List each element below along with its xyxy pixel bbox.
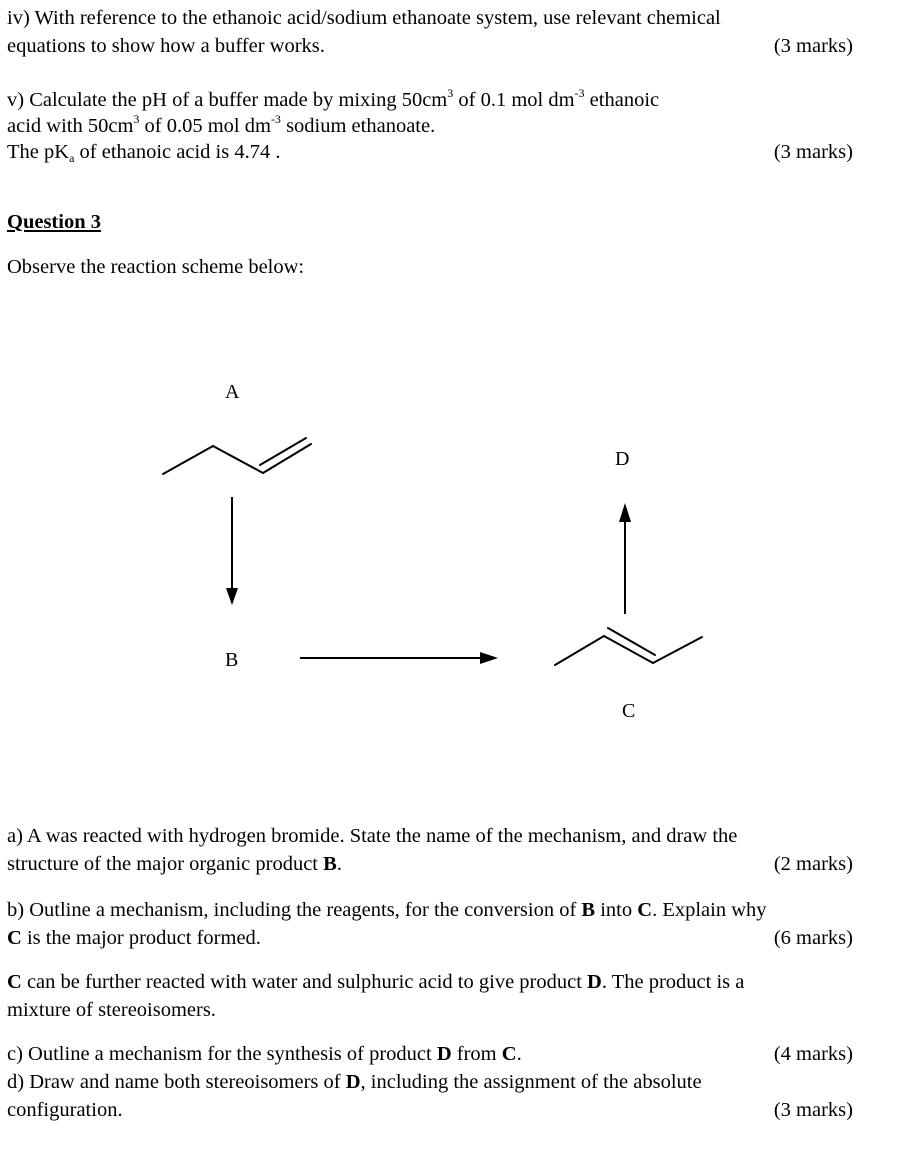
q-v-l2-a: acid with 50cm	[7, 115, 134, 137]
label-c: C	[622, 700, 636, 722]
molecule-a	[163, 438, 311, 474]
part-b-line1	[7, 896, 767, 924]
question3-heading: Question 3	[7, 211, 101, 233]
statement-line2: mixture of stereoisomers.	[7, 999, 216, 1021]
part-c-b2: C	[501, 1043, 517, 1065]
label-d: D	[615, 448, 630, 470]
part-b-l2-post: is the major product formed.	[21, 927, 261, 949]
q-iv-line2: equations to show how a buffer works.	[7, 35, 325, 57]
q-v-l3-a: The pK	[7, 141, 70, 163]
label-b: B	[225, 649, 239, 671]
part-c-post: .	[516, 1043, 522, 1065]
q-v-l1-sup2: -3	[574, 86, 585, 100]
q-v-marks: (3 marks)	[773, 141, 853, 163]
part-b-marks: (6 marks)	[773, 927, 853, 949]
statement-l1-bold2: D	[587, 971, 602, 993]
reaction-scheme	[0, 360, 901, 700]
part-b-l1-mid: into	[595, 899, 638, 921]
q-v-l2-b: of 0.05 mol dm	[139, 115, 271, 137]
arrow-c-to-d	[619, 503, 631, 614]
statement-l1-bold1: C	[7, 971, 22, 993]
q-iv-line1: iv) With reference to the ethanoic acid/sodium ethanoate system, use relevant chemical	[7, 7, 721, 29]
q-v-l1-sup1: 3	[447, 86, 454, 100]
part-a-marks: (2 marks)	[773, 853, 853, 875]
label-a: A	[225, 381, 240, 403]
q-v-l2-sup2: -3	[270, 112, 281, 126]
part-a-l2-pre: structure of the major organic product	[7, 853, 324, 875]
part-b-line2	[7, 924, 261, 952]
molecule-c	[555, 628, 702, 665]
part-b-l1-b2: C	[637, 899, 653, 921]
statement-line1	[7, 968, 744, 996]
part-d-marks: (3 marks)	[773, 1099, 853, 1121]
q-v-l1-b: of 0.1 mol dm	[453, 89, 575, 111]
part-a-l2-bold: B	[323, 853, 337, 875]
arrow-b-to-c	[300, 652, 498, 664]
q-v-l3-sub: a	[69, 151, 75, 165]
part-d-l1-post: , including the assignment of the absolute	[360, 1071, 702, 1093]
part-b-l1-post: . Explain why	[652, 899, 767, 921]
q-v-line2	[7, 112, 435, 140]
part-b-l1-b1: B	[581, 899, 596, 921]
q-v-l1-a: v) Calculate the pH of a buffer made by mixing 50cm	[7, 89, 448, 111]
statement-l1-post: . The product is a	[601, 971, 745, 993]
q-v-l1-c: ethanoic	[584, 89, 660, 111]
part-b-l1-pre: b) Outline a mechanism, including the reagents, for the conversion of	[7, 899, 582, 921]
part-a-line2	[7, 850, 342, 878]
q-v-line1	[7, 86, 659, 114]
part-d-line2: configuration.	[7, 1099, 123, 1121]
q-v-l3-b: of ethanoic acid is 4.74 .	[74, 141, 281, 163]
question3-intro: Observe the reaction scheme below:	[7, 256, 305, 278]
part-c-mid: from	[451, 1043, 502, 1065]
q-v-line3	[7, 138, 280, 166]
part-d-l1-bold: D	[345, 1071, 361, 1093]
q-iv-marks: (3 marks)	[773, 35, 853, 57]
part-d-l1-pre: d) Draw and name both stereoisomers of	[7, 1071, 346, 1093]
part-a-line1: a) A was reacted with hydrogen bromide. State the name of the mechanism, and draw the	[7, 825, 738, 847]
arrow-a-to-b	[226, 497, 238, 605]
part-c-pre: c) Outline a mechanism for the synthesis of product	[7, 1043, 437, 1065]
statement-l1-mid: can be further reacted with water and sulphuric acid to give product	[21, 971, 588, 993]
part-c-b1: D	[436, 1043, 452, 1065]
q-v-l2-c: sodium ethanoate.	[280, 115, 436, 137]
q-v-l2-sup1: 3	[133, 112, 140, 126]
part-b-l2-bold: C	[7, 927, 22, 949]
part-c-marks: (4 marks)	[773, 1043, 853, 1065]
part-a-l2-post: .	[336, 853, 342, 875]
part-d-line1	[7, 1068, 702, 1096]
part-c-line	[7, 1040, 522, 1068]
